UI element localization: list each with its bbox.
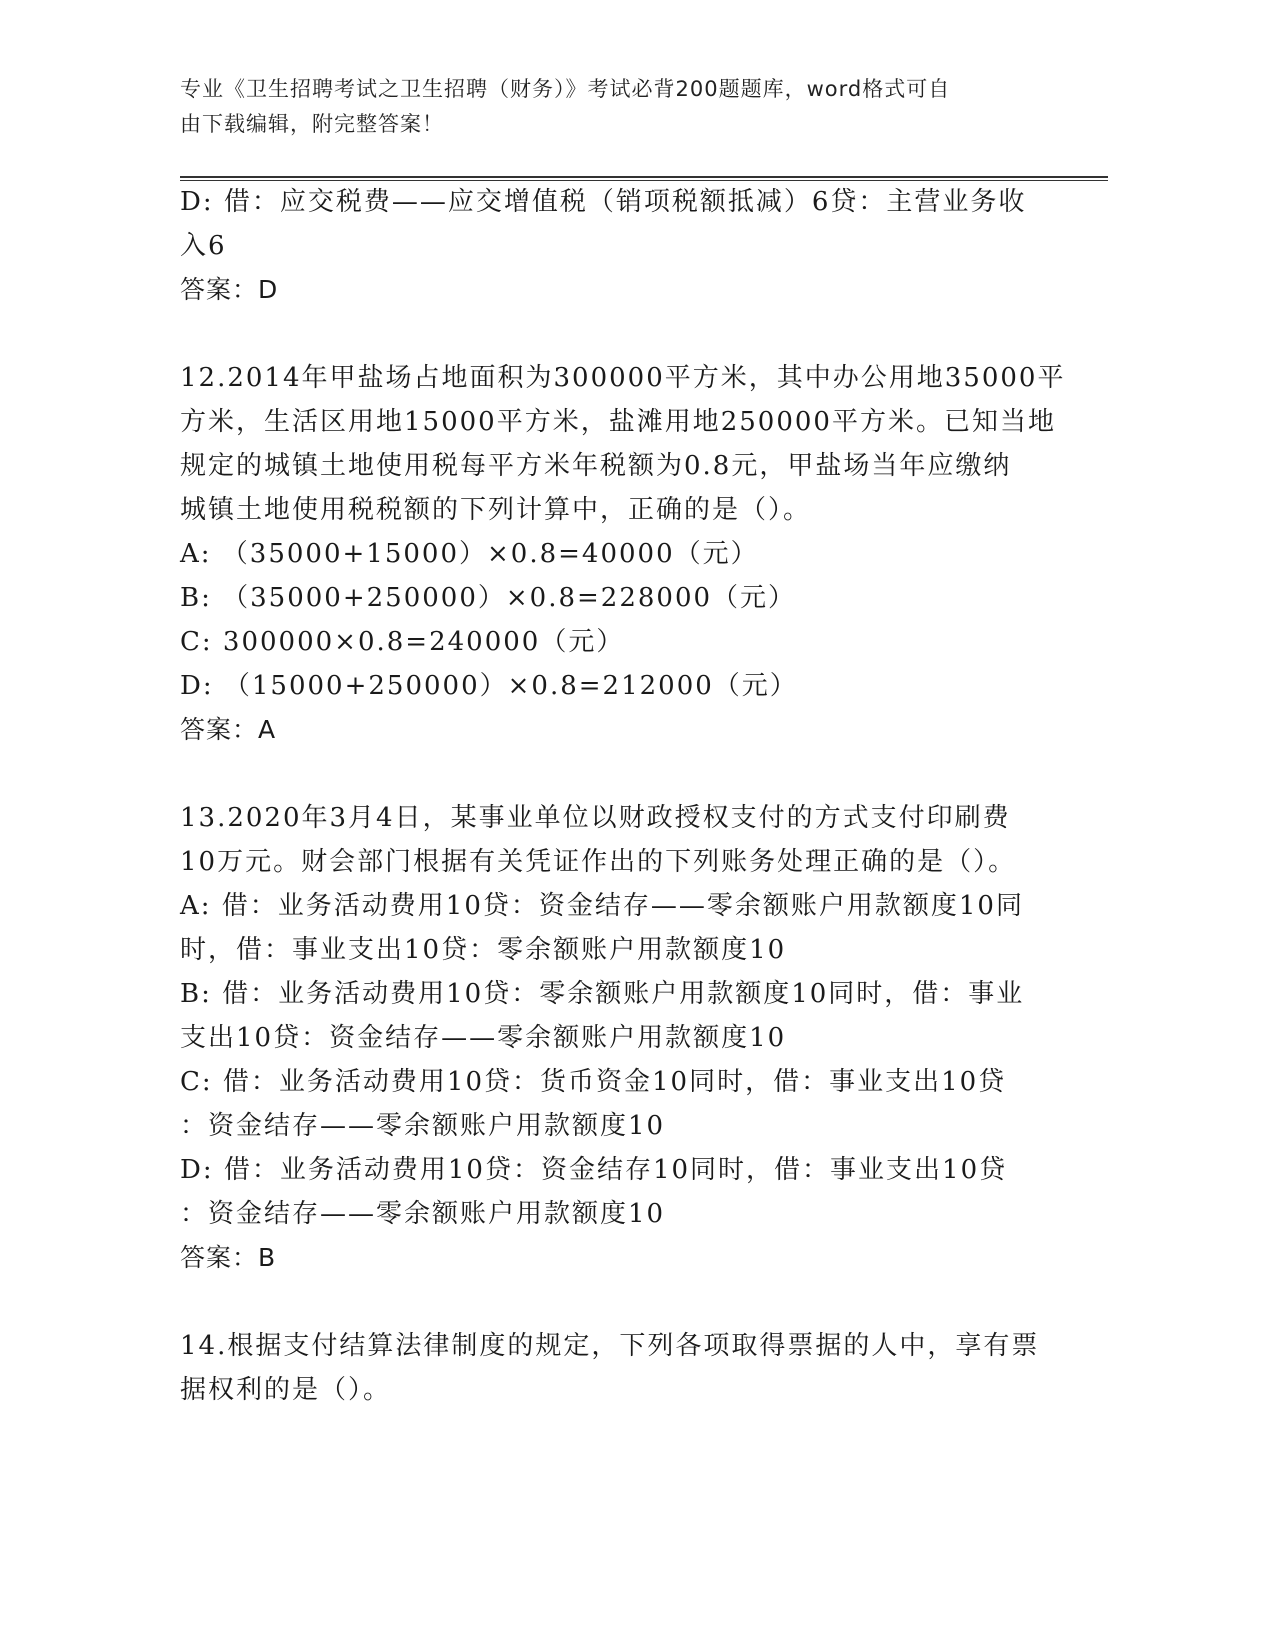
prev-option-d-line-1: D: 借：应交税费——应交增值税（销项税额抵减）6贷：主营业务收 [180, 187, 1027, 217]
q12-stem-line-2: 方米，生活区用地15000平方米，盐滩用地250000平方米。已知当地 [180, 407, 1056, 437]
q12-option-d: D: （15000+250000）×0.8=212000（元） [180, 671, 798, 701]
header-line-1: 专业《卫生招聘考试之卫生招聘（财务）》考试必背200题题库，word格式可自 [180, 77, 951, 101]
q12-answer: 答案：A [180, 715, 277, 744]
q13-option-b-line-1: B: 借：业务活动费用10贷：零余额账户用款额度10同时，借：事业 [180, 979, 1025, 1009]
q13-option-a-line-2: 时，借：事业支出10贷：零余额账户用款额度10 [180, 935, 787, 965]
q12-stem-line-3: 规定的城镇土地使用税每平方米年税额为0.8元，甲盐场当年应缴纳 [180, 451, 1012, 481]
q13-stem-line-2: 10万元。财会部门根据有关凭证作出的下列账务处理正确的是（）。 [180, 847, 1017, 877]
prev-question [180, 180, 1040, 312]
q13-option-a-line-1: A: 借：业务活动费用10贷：资金结存——零余额账户用款额度10同 [180, 891, 1024, 921]
q13-option-b-line-2: 支出10贷：资金结存——零余额账户用款额度10 [180, 1023, 787, 1053]
q12-option-a: A: （35000+15000）×0.8=40000（元） [180, 539, 759, 569]
document-body [180, 180, 1066, 1412]
prev-option-d-line-2: 入6 [180, 231, 227, 261]
prev-answer: 答案：D [180, 275, 279, 304]
spacer [180, 752, 1040, 796]
q13-option-c-line-2: ：资金结存——零余额账户用款额度10 [180, 1111, 666, 1141]
q12-option-b: B: （35000+250000）×0.8=228000（元） [180, 583, 797, 613]
q14-stem-line-1: 14.根据支付结算法律制度的规定，下列各项取得票据的人中，享有票 [180, 1331, 1040, 1361]
q12-stem-line-4: 城镇土地使用税税额的下列计算中，正确的是（）。 [180, 495, 812, 525]
question-14 [180, 1324, 1040, 1412]
header-line-2: 由下载编辑，附完整答案！ [180, 112, 444, 136]
question-13 [180, 796, 1040, 1280]
q14-stem-line-2: 据权利的是（）。 [180, 1375, 392, 1405]
q13-option-c-line-1: C: 借：业务活动费用10贷：货币资金10同时，借：事业支出10贷 [180, 1067, 1007, 1097]
q13-answer: 答案：B [180, 1243, 277, 1272]
spacer [180, 312, 1040, 356]
page-header [180, 72, 1030, 142]
q12-stem-line-1: 12.2014年甲盐场占地面积为300000平方米，其中办公用地35000平 [180, 363, 1066, 393]
q13-option-d-line-2: ：资金结存——零余额账户用款额度10 [180, 1199, 666, 1229]
q13-option-d-line-1: D: 借：业务活动费用10贷：资金结存10同时，借：事业支出10贷 [180, 1155, 1008, 1185]
question-12 [180, 356, 1066, 752]
q12-option-c: C: 300000×0.8=240000（元） [180, 627, 625, 657]
spacer [180, 1280, 1040, 1324]
q13-stem-line-1: 13.2020年3月4日，某事业单位以财政授权支付的方式支付印刷费 [180, 803, 1011, 833]
